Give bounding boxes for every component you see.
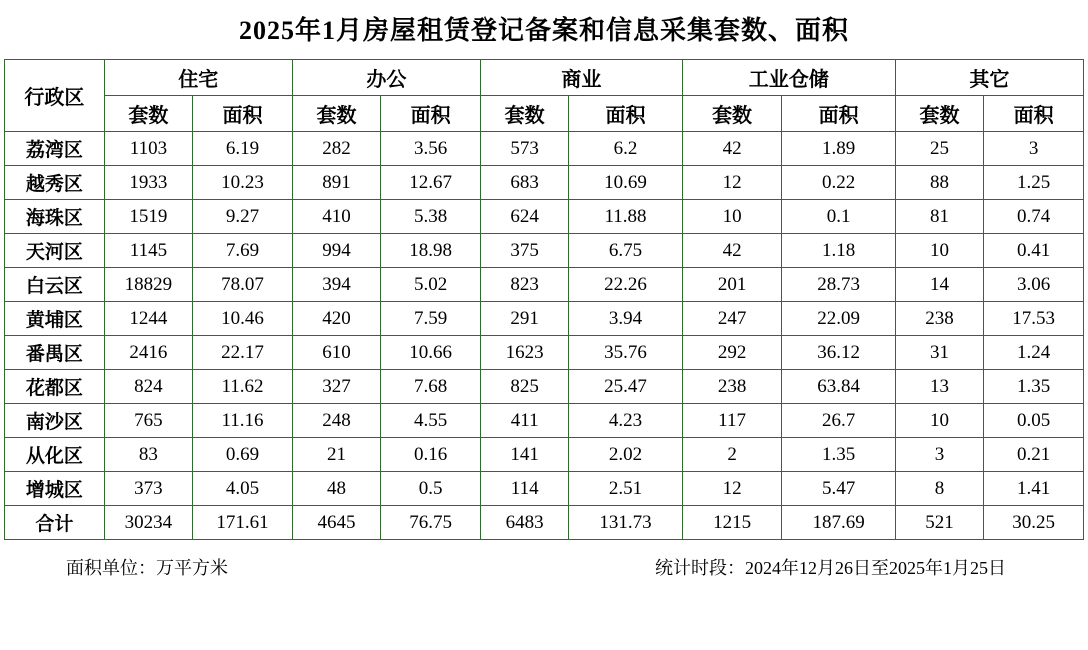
cell-value: 1.25 [984, 166, 1084, 200]
cell-value: 22.26 [569, 268, 682, 302]
cell-value: 610 [292, 336, 380, 370]
cell-value: 0.16 [381, 438, 481, 472]
cell-value: 35.76 [569, 336, 682, 370]
cell-value: 1.18 [782, 234, 895, 268]
cell-value: 3 [984, 132, 1084, 166]
cell-value: 36.12 [782, 336, 895, 370]
cell-value: 410 [292, 200, 380, 234]
cell-value: 1.89 [782, 132, 895, 166]
cell-value: 17.53 [984, 302, 1084, 336]
cell-value: 7.69 [193, 234, 293, 268]
cell-value: 0.22 [782, 166, 895, 200]
cell-value: 10.23 [193, 166, 293, 200]
cell-value: 247 [682, 302, 782, 336]
cell-value: 5.47 [782, 472, 895, 506]
cell-value: 11.88 [569, 200, 682, 234]
column-header-other-area: 面积 [984, 96, 1084, 132]
column-header-other-count: 套数 [895, 96, 983, 132]
column-group-commercial: 商业 [480, 60, 682, 96]
cell-value: 4.55 [381, 404, 481, 438]
cell-value: 31 [895, 336, 983, 370]
period-note: 统计时段：2024年12月26日至2025年1月25日 [655, 558, 1006, 578]
total-value: 131.73 [569, 506, 682, 540]
total-value: 4645 [292, 506, 380, 540]
cell-value: 1933 [104, 166, 192, 200]
total-value: 30.25 [984, 506, 1084, 540]
cell-value: 0.41 [984, 234, 1084, 268]
cell-value: 292 [682, 336, 782, 370]
cell-value: 420 [292, 302, 380, 336]
cell-value: 25 [895, 132, 983, 166]
cell-value: 0.1 [782, 200, 895, 234]
row-header-region: 从化区 [5, 438, 105, 472]
column-header-residential-count: 套数 [104, 96, 192, 132]
table-row [5, 370, 1084, 404]
cell-value: 683 [480, 166, 568, 200]
cell-value: 327 [292, 370, 380, 404]
rental-statistics-table [4, 59, 1084, 540]
column-header-region: 行政区 [5, 60, 105, 132]
cell-value: 28.73 [782, 268, 895, 302]
cell-value: 10.69 [569, 166, 682, 200]
cell-value: 42 [682, 234, 782, 268]
row-header-region: 白云区 [5, 268, 105, 302]
column-header-office-area: 面积 [381, 96, 481, 132]
cell-value: 1.41 [984, 472, 1084, 506]
cell-value: 248 [292, 404, 380, 438]
cell-value: 12.67 [381, 166, 481, 200]
cell-value: 26.7 [782, 404, 895, 438]
cell-value: 3.94 [569, 302, 682, 336]
cell-value: 994 [292, 234, 380, 268]
table-row [5, 132, 1084, 166]
cell-value: 0.74 [984, 200, 1084, 234]
row-header-region: 花都区 [5, 370, 105, 404]
cell-value: 114 [480, 472, 568, 506]
cell-value: 42 [682, 132, 782, 166]
cell-value: 1623 [480, 336, 568, 370]
cell-value: 8 [895, 472, 983, 506]
total-value: 521 [895, 506, 983, 540]
cell-value: 21 [292, 438, 380, 472]
row-header-total: 合计 [5, 506, 105, 540]
cell-value: 18829 [104, 268, 192, 302]
cell-value: 10.46 [193, 302, 293, 336]
table-sub-header-row [5, 96, 1084, 132]
cell-value: 12 [682, 472, 782, 506]
cell-value: 0.05 [984, 404, 1084, 438]
cell-value: 48 [292, 472, 380, 506]
cell-value: 2.02 [569, 438, 682, 472]
column-header-office-count: 套数 [292, 96, 380, 132]
cell-value: 825 [480, 370, 568, 404]
cell-value: 88 [895, 166, 983, 200]
table-row [5, 438, 1084, 472]
table-footer [4, 540, 1084, 580]
table-row [5, 472, 1084, 506]
cell-value: 22.17 [193, 336, 293, 370]
row-header-region: 海珠区 [5, 200, 105, 234]
column-group-other: 其它 [895, 60, 1083, 96]
cell-value: 238 [682, 370, 782, 404]
table-row [5, 166, 1084, 200]
row-header-region: 南沙区 [5, 404, 105, 438]
row-header-region: 天河区 [5, 234, 105, 268]
cell-value: 291 [480, 302, 568, 336]
cell-value: 5.02 [381, 268, 481, 302]
cell-value: 282 [292, 132, 380, 166]
cell-value: 201 [682, 268, 782, 302]
row-header-region: 番禺区 [5, 336, 105, 370]
cell-value: 1.35 [984, 370, 1084, 404]
cell-value: 2.51 [569, 472, 682, 506]
cell-value: 2 [682, 438, 782, 472]
cell-value: 10 [682, 200, 782, 234]
cell-value: 12 [682, 166, 782, 200]
cell-value: 3 [895, 438, 983, 472]
cell-value: 10 [895, 234, 983, 268]
table-row [5, 200, 1084, 234]
cell-value: 1.35 [782, 438, 895, 472]
cell-value: 22.09 [782, 302, 895, 336]
cell-value: 891 [292, 166, 380, 200]
total-value: 171.61 [193, 506, 293, 540]
cell-value: 4.05 [193, 472, 293, 506]
cell-value: 78.07 [193, 268, 293, 302]
cell-value: 0.69 [193, 438, 293, 472]
page-title: 2025年1月房屋租赁登记备案和信息采集套数、面积 [238, 16, 849, 45]
cell-value: 394 [292, 268, 380, 302]
cell-value: 411 [480, 404, 568, 438]
total-value: 76.75 [381, 506, 481, 540]
cell-value: 3.06 [984, 268, 1084, 302]
table-row [5, 302, 1084, 336]
cell-value: 141 [480, 438, 568, 472]
column-group-residential: 住宅 [104, 60, 292, 96]
cell-value: 765 [104, 404, 192, 438]
cell-value: 18.98 [381, 234, 481, 268]
cell-value: 238 [895, 302, 983, 336]
cell-value: 6.2 [569, 132, 682, 166]
row-header-region: 荔湾区 [5, 132, 105, 166]
cell-value: 9.27 [193, 200, 293, 234]
column-header-commercial-count: 套数 [480, 96, 568, 132]
row-header-region: 黄埔区 [5, 302, 105, 336]
column-header-industrial-count: 套数 [682, 96, 782, 132]
cell-value: 6.75 [569, 234, 682, 268]
table-total-row [5, 506, 1084, 540]
cell-value: 3.56 [381, 132, 481, 166]
cell-value: 624 [480, 200, 568, 234]
cell-value: 4.23 [569, 404, 682, 438]
table-row [5, 404, 1084, 438]
cell-value: 83 [104, 438, 192, 472]
cell-value: 81 [895, 200, 983, 234]
cell-value: 0.5 [381, 472, 481, 506]
cell-value: 823 [480, 268, 568, 302]
column-group-industrial: 工业仓储 [682, 60, 895, 96]
cell-value: 6.19 [193, 132, 293, 166]
cell-value: 1103 [104, 132, 192, 166]
total-value: 30234 [104, 506, 192, 540]
cell-value: 1.24 [984, 336, 1084, 370]
row-header-region: 越秀区 [5, 166, 105, 200]
cell-value: 10 [895, 404, 983, 438]
cell-value: 375 [480, 234, 568, 268]
cell-value: 824 [104, 370, 192, 404]
cell-value: 573 [480, 132, 568, 166]
table-row [5, 234, 1084, 268]
table-group-header-row [5, 60, 1084, 96]
cell-value: 7.68 [381, 370, 481, 404]
cell-value: 14 [895, 268, 983, 302]
column-header-commercial-area: 面积 [569, 96, 682, 132]
cell-value: 63.84 [782, 370, 895, 404]
unit-note: 面积单位：万平方米 [66, 558, 228, 578]
column-header-residential-area: 面积 [193, 96, 293, 132]
cell-value: 10.66 [381, 336, 481, 370]
table-row [5, 336, 1084, 370]
total-value: 1215 [682, 506, 782, 540]
total-value: 6483 [480, 506, 568, 540]
table-row [5, 268, 1084, 302]
cell-value: 117 [682, 404, 782, 438]
column-group-office: 办公 [292, 60, 480, 96]
cell-value: 1244 [104, 302, 192, 336]
cell-value: 11.16 [193, 404, 293, 438]
cell-value: 11.62 [193, 370, 293, 404]
column-header-industrial-area: 面积 [782, 96, 895, 132]
row-header-region: 增城区 [5, 472, 105, 506]
cell-value: 373 [104, 472, 192, 506]
cell-value: 25.47 [569, 370, 682, 404]
cell-value: 2416 [104, 336, 192, 370]
total-value: 187.69 [782, 506, 895, 540]
cell-value: 13 [895, 370, 983, 404]
cell-value: 1519 [104, 200, 192, 234]
cell-value: 1145 [104, 234, 192, 268]
cell-value: 7.59 [381, 302, 481, 336]
cell-value: 5.38 [381, 200, 481, 234]
cell-value: 0.21 [984, 438, 1084, 472]
